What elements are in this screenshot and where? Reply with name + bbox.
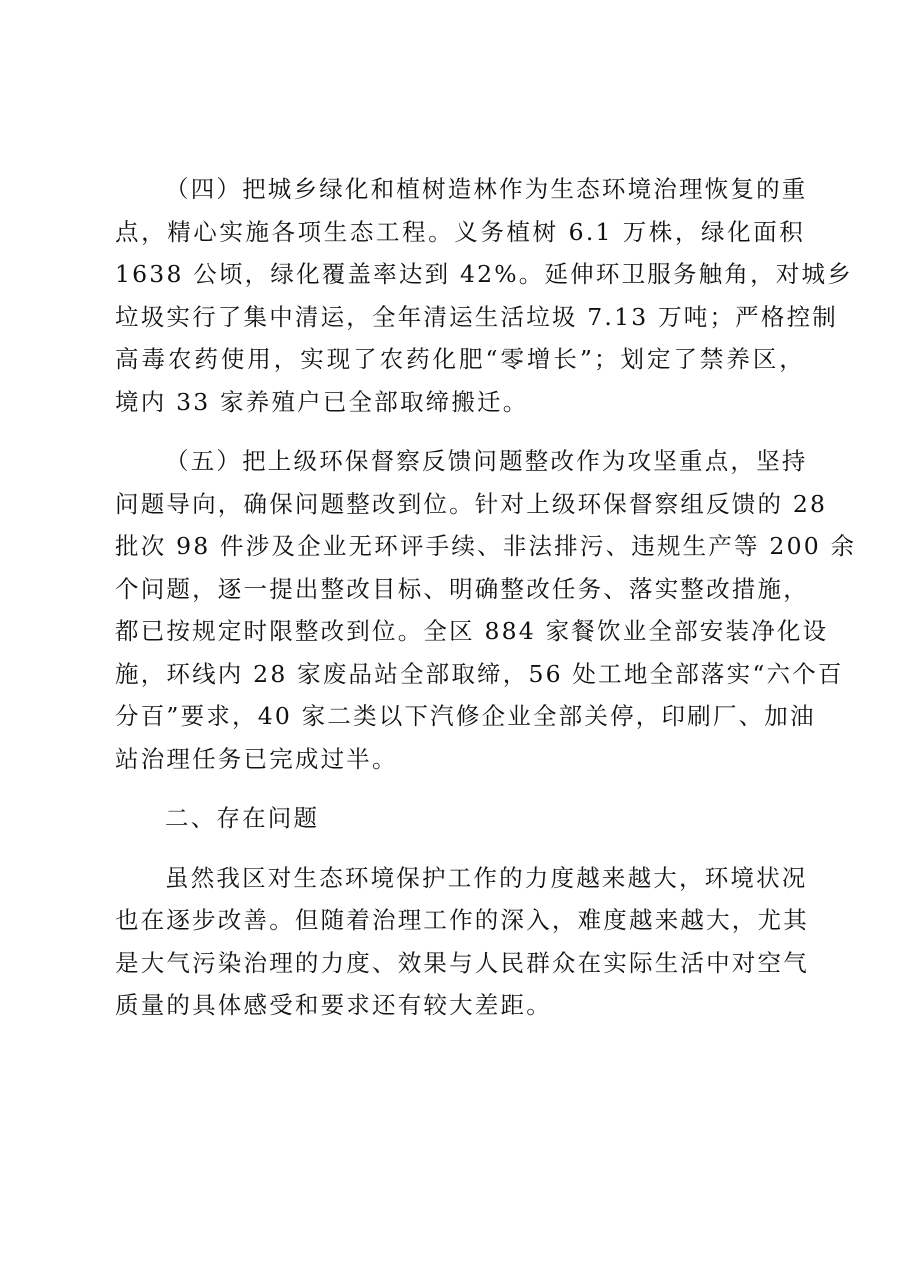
text-line: （四）把城乡绿化和植树造林作为生态环境治理恢复的重 [165,175,808,203]
document-body [115,168,857,1044]
text-line: 批次 98 件涉及企业无环评手续、非法排污、违规生产等 200 余 [115,532,857,560]
text-line: 问题导向，确保问题整改到位。针对上级环保督察组反馈的 28 [115,489,828,518]
text-line: 站治理任务已完成过半。 [115,744,398,773]
text-line: 1638 公顷，绿化覆盖率达到 42%。延伸环卫服务触角，对城乡 [115,260,853,288]
text-line: 点，精心实施各项生态工程。义务植树 6.1 万株，绿化面积 [115,217,805,246]
text-line: 也在逐步改善。但随着治理工作的深入，难度越来越大，尤其 [115,906,809,934]
text-line: 分百”要求，40 家二类以下汽修企业全部关停，印刷厂、加油 [115,702,816,730]
text-line: （五）把上级环保督察反馈问题整改作为攻坚重点，坚持 [165,447,808,475]
text-line: 境内 33 家养殖户已全部取缔搬迁。 [115,387,529,416]
text-line: 高毒农药使用，实现了农药化肥“零增长”；划定了禁养区， [115,345,805,373]
text-line: 都已按规定时限整改到位。全区 884 家餐饮业全部安装净化设 [115,617,829,645]
paragraph-six [115,857,809,1027]
text-line: 是大气污染治理的力度、效果与人民群众在实际生活中对空气 [115,948,809,977]
paragraph-five [115,440,857,780]
text-line: 施，环线内 28 家废品站全部取缔，56 处工地全部落实“六个百 [115,659,844,688]
text-line: 质量的具体感受和要求还有较大差距。 [115,991,552,1019]
paragraph-four [115,168,853,423]
text-line: 垃圾实行了集中清运，全年清运生活垃圾 7.13 万吨；严格控制 [115,302,838,331]
section-heading: 二、存在问题 [165,804,320,832]
text-line: 虽然我区对生态环境保护工作的力度越来越大，环境状况 [165,863,808,892]
text-line: 个问题，逐一提出整改目标、明确整改任务、落实整改措施， [115,574,809,603]
